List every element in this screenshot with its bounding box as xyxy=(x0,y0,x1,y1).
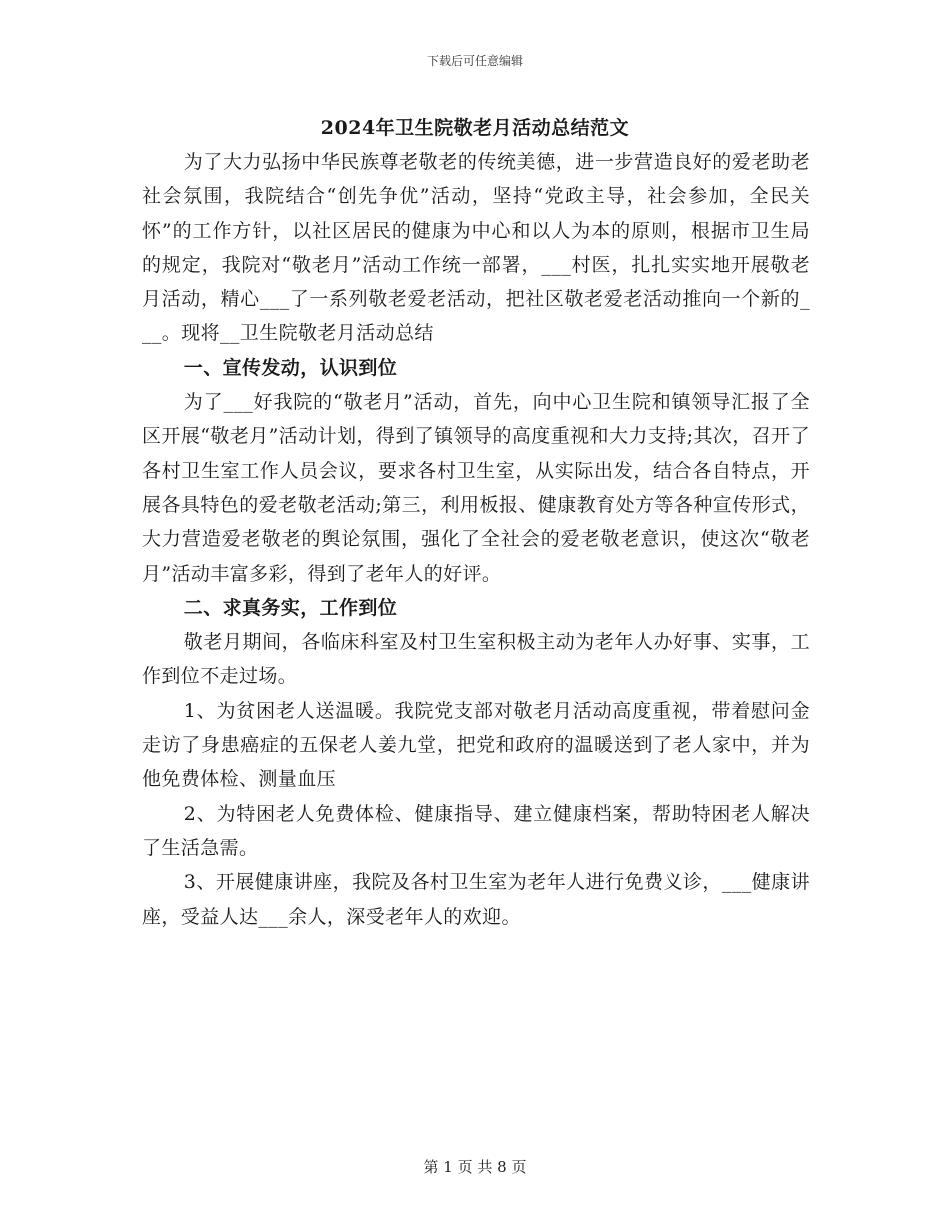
section-1-paragraph: 为了___好我院的“敬老月”活动，首先，向中心卫生院和镇领导汇报了全区开展“敬老月”活动计划，得到了镇领导的高度重视和大力支持;其次，召开了各村卫生室工作人员会议，要求各村卫生室，从实际出发，结合各自特点，开展各具特色的爱老敬老活动;第三，利用板报、健康教育处方等各种宣传形式，大力营造爱老敬老的舆论氛围，强化了全社会的爱老敬老意识，使这次“敬老月”活动丰富多彩，得到了老年人的好评。 xyxy=(142,391,810,585)
document-body xyxy=(142,145,810,934)
list-item-3: 3、开展健康讲座，我院及各村卫生室为老年人进行免费义诊，___健康讲座，受益人达___余人，深受老年人的欢迎。 xyxy=(142,871,810,928)
intro-paragraph: 为了大力弘扬中华民族尊老敬老的传统美德，进一步营造良好的爱老助老社会氛围，我院结合“创先争优”活动，坚持“党政主导，社会参加，全民关怀”的工作方针，以社区居民的健康为中心和以人为本的原则，根据市卫生局的规定，我院对“敬老月”活动工作统一部署，___村医，扎扎实实地开展敬老月活动，精心___了一系列敬老爱老活动，把社区敬老爱老活动推向一个新的___。现将__卫生院敬老月活动总结 xyxy=(142,151,810,345)
section-heading-2: 二、求真务实，工作到位 xyxy=(183,596,398,619)
list-item-2: 2、为特困老人免费体检、健康指导、建立健康档案，帮助特困老人解决了生活急需。 xyxy=(142,802,810,859)
list-item-1: 1、为贫困老人送温暖。我院党支部对敬老月活动高度重视，带着慰问金走访了身患癌症的五保老人姜九堂，把党和政府的温暖送到了老人家中，并为他免费体检、测量血压 xyxy=(142,699,810,791)
page-header-note: 下载后可任意编辑 xyxy=(426,54,523,68)
page-footer: 第 1 页 共 8 页 xyxy=(423,1158,527,1176)
section-heading-1: 一、宣传发动，认识到位 xyxy=(183,356,398,379)
document-title: 2024年卫生院敬老月活动总结范文 xyxy=(320,117,630,139)
section-2-paragraph: 敬老月期间，各临床科室及村卫生室积极主动为老年人办好事、实事，工作到位不走过场。 xyxy=(142,631,810,688)
